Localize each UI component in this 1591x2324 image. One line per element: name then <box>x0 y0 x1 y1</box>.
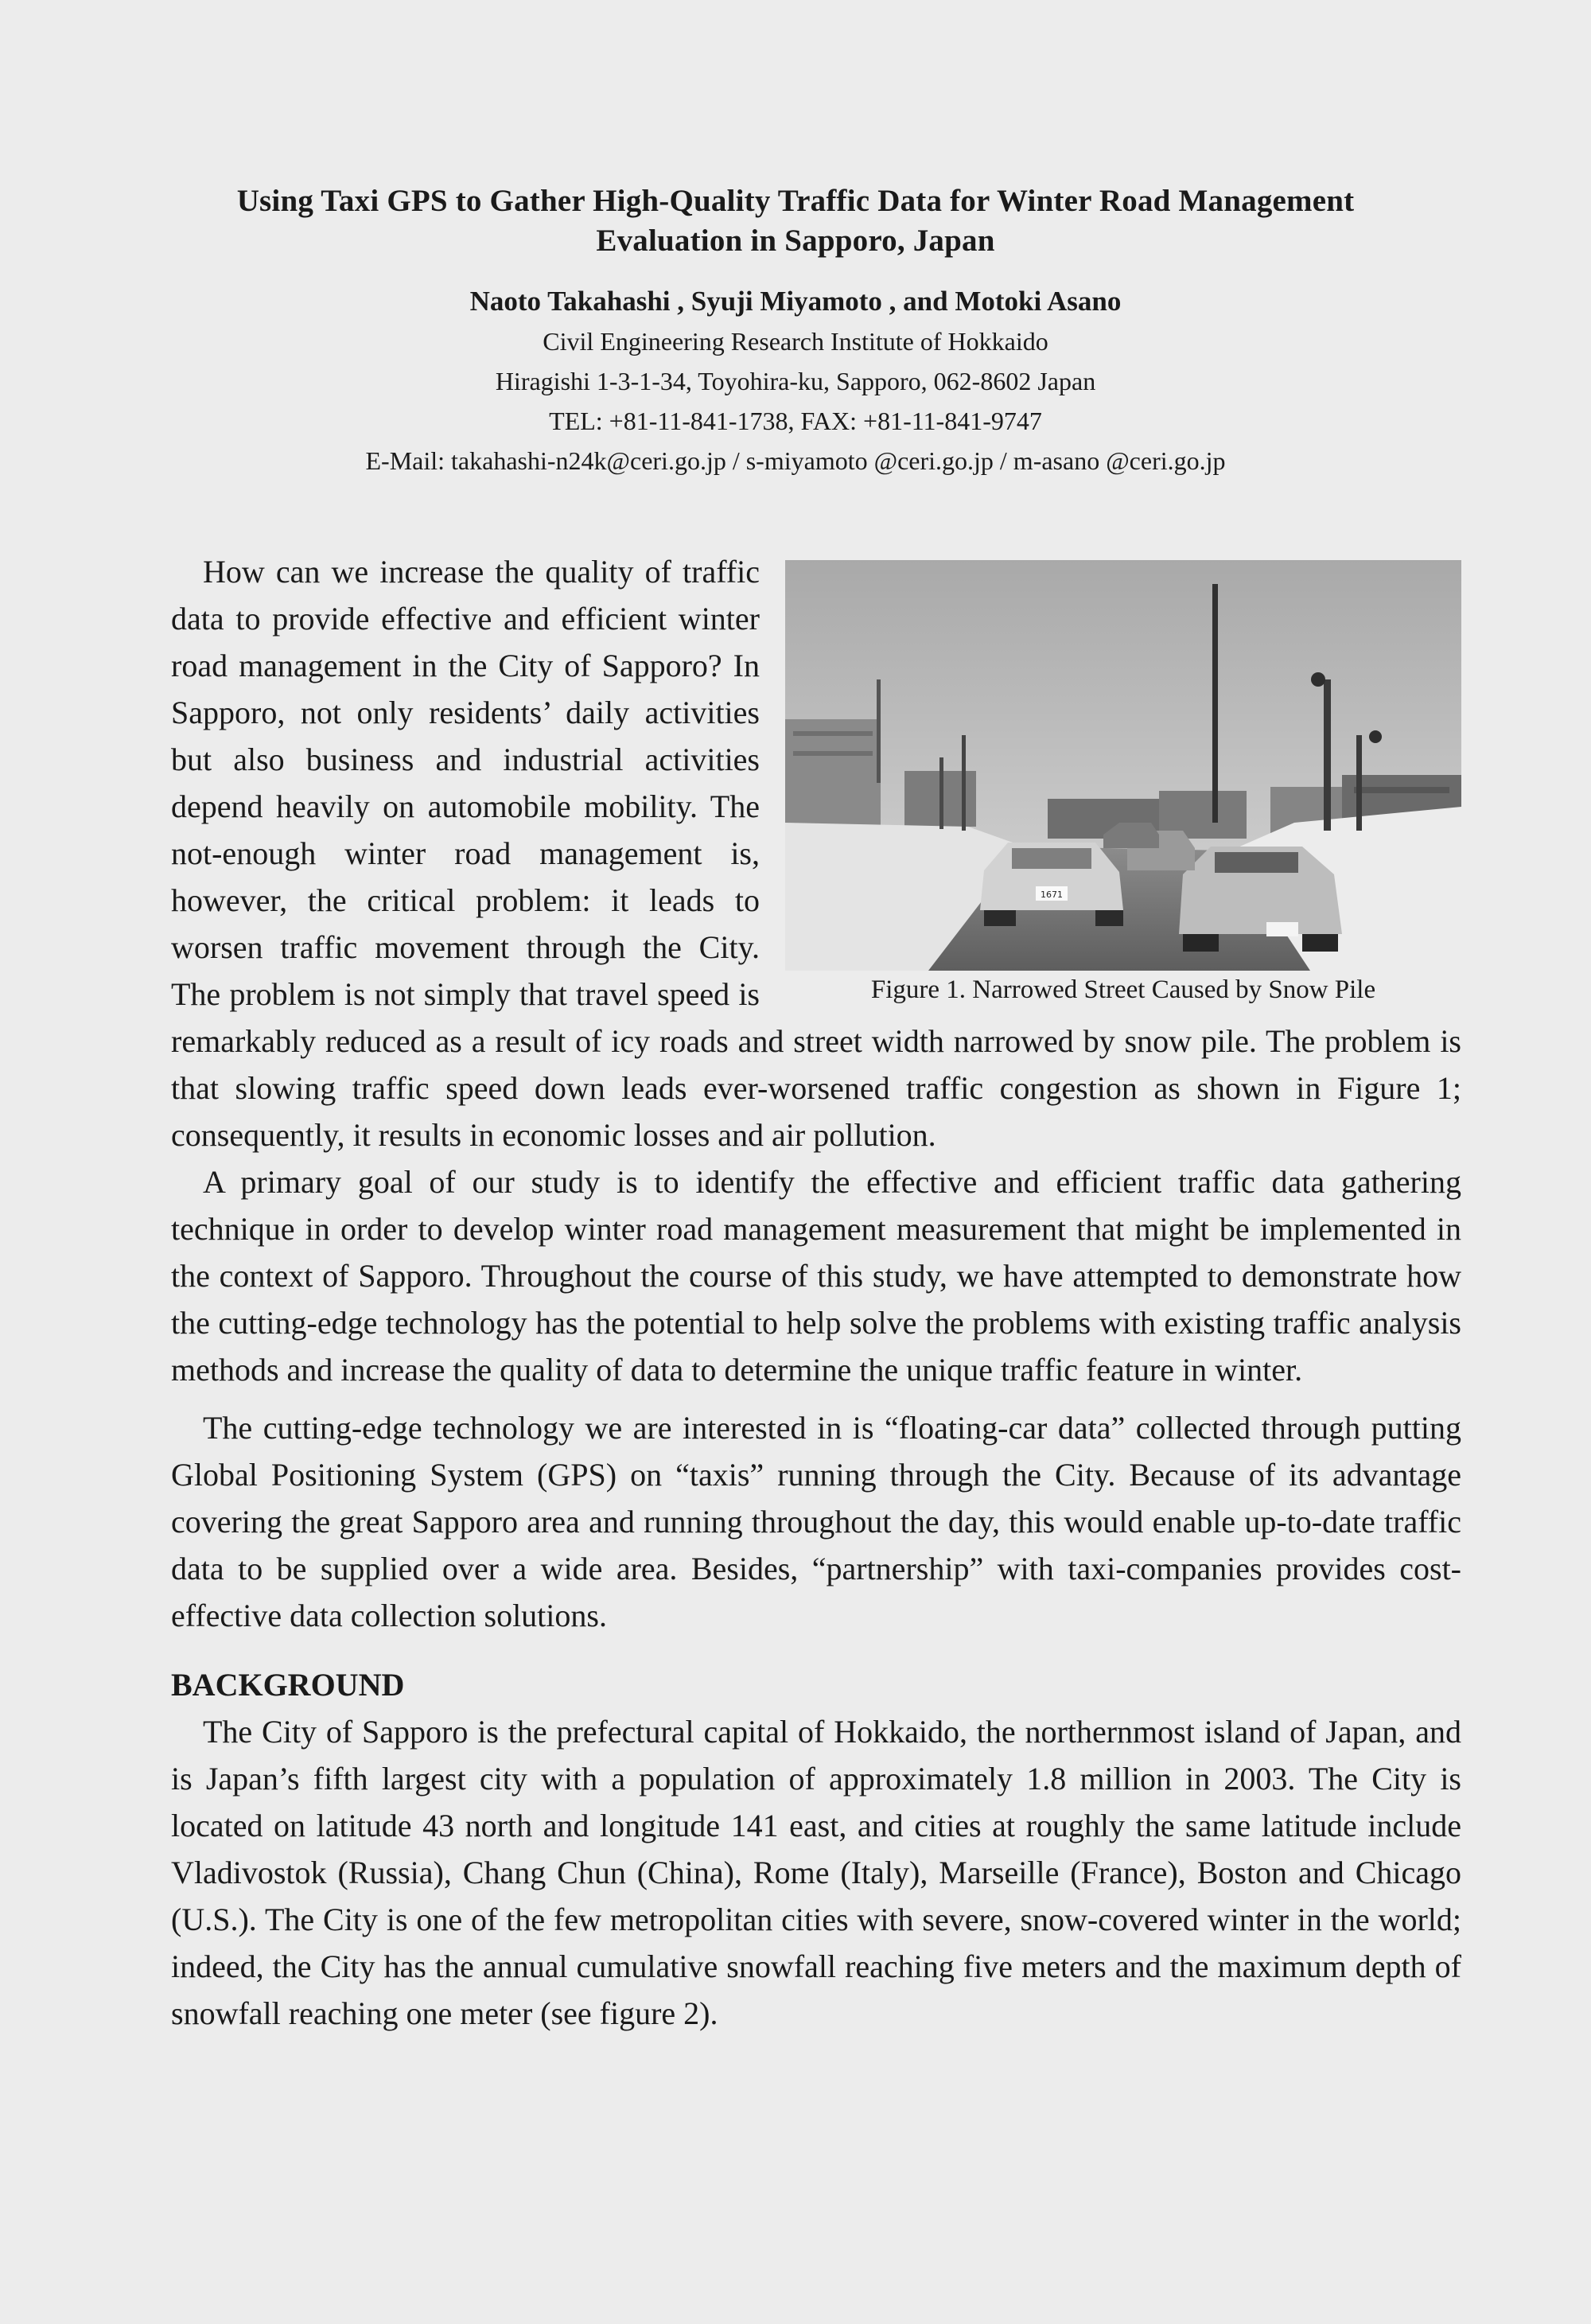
email-addresses: E-Mail: takahashi-n24k@ceri.go.jp / s-miyamoto @ceri.go.jp / m-asano @ceri.go.jp <box>365 446 1226 475</box>
section-heading-background: BACKGROUND <box>171 1667 405 1703</box>
postal-address: Hiragishi 1-3-1-34, Toyohira-ku, Sapporo, 062-8602 Japan <box>495 367 1096 395</box>
paper-title-line-1: Using Taxi GPS to Gather High-Quality Traffic Data for Winter Road Management <box>236 184 1355 218</box>
figure-1-caption: Figure 1. Narrowed Street Caused by Snow Pile <box>870 975 1376 1004</box>
car-plate-text: 1671 <box>1041 890 1063 900</box>
paper-body <box>171 548 1461 2037</box>
institution: Civil Engineering Research Institute of Hokkaido <box>543 327 1048 356</box>
figure-1 <box>785 560 1461 1006</box>
snowy-street-photo <box>785 560 1461 971</box>
paper-header <box>0 181 1591 481</box>
author-list: Naoto Takahashi , Syuji Miyamoto , and Motoki Asano <box>469 286 1122 317</box>
phone-fax: TEL: +81-11-841-1738, FAX: +81-11-841-9747 <box>549 407 1042 435</box>
paragraph-technology: The cutting-edge technology we are interested in is “floating-car data” collected through putting Global Positioning System (GPS) on “taxis” running through the City. Because of its advantage covering the great Sapporo area and running throughout the day, this would enable up-to-date traffic data to be supplied over a wide area. Besides, “partnership” with taxi-companies provides cost-effective data collection solutions. <box>171 1410 1461 1633</box>
paragraph-goal: A primary goal of our study is to identify the effective and efficient traffic data gathering technique in order to develop winter road management measurement that might be implemented in the context of Sapporo. Throughout the course of this study, we have attempted to demonstrate how the cutting-edge technology has the potential to help solve the problems with existing traffic analysis methods and increase the quality of data to determine the unique traffic feature in winter. <box>171 1164 1461 1388</box>
paper-title-line-2: Evaluation in Sapporo, Japan <box>596 224 995 258</box>
paragraph-intro: How can we increase the quality of traffic data to provide effective and efficient winter road management in the City of Sapporo? In Sapporo, not only residents’ daily activities but also business and industrial activities depend heavily on automobile mobility. The not-enough winter road management is, however, the critical problem: it leads to worsen traffic movement through the City. The problem is not simply that travel speed is remarkably reduced as a result of icy roads and street width narrowed by snow pile. The problem is that slowing traffic speed down leads ever-worsened traffic congestion as shown in Figure 1; consequently, it results in economic losses and air pollution. <box>171 554 1461 1153</box>
paragraph-background: The City of Sapporo is the prefectural capital of Hokkaido, the northernmost island of Japan, and is Japan’s fifth largest city with a population of approximately 1.8 million in 2003. The City is located on latitude 43 north and longitude 141 east, and cities at roughly the same latitude include Vladivostok (Russia), Chang Chun (China), Rome (Italy), Marseille (France), Boston and Chicago (U.S.). The City is one of the few metropolitan cities with severe, snow-covered winter in the world; indeed, the City has the annual cumulative snowfall reaching five meters and the maximum depth of snowfall reaching one meter (see figure 2). <box>171 1714 1461 2031</box>
